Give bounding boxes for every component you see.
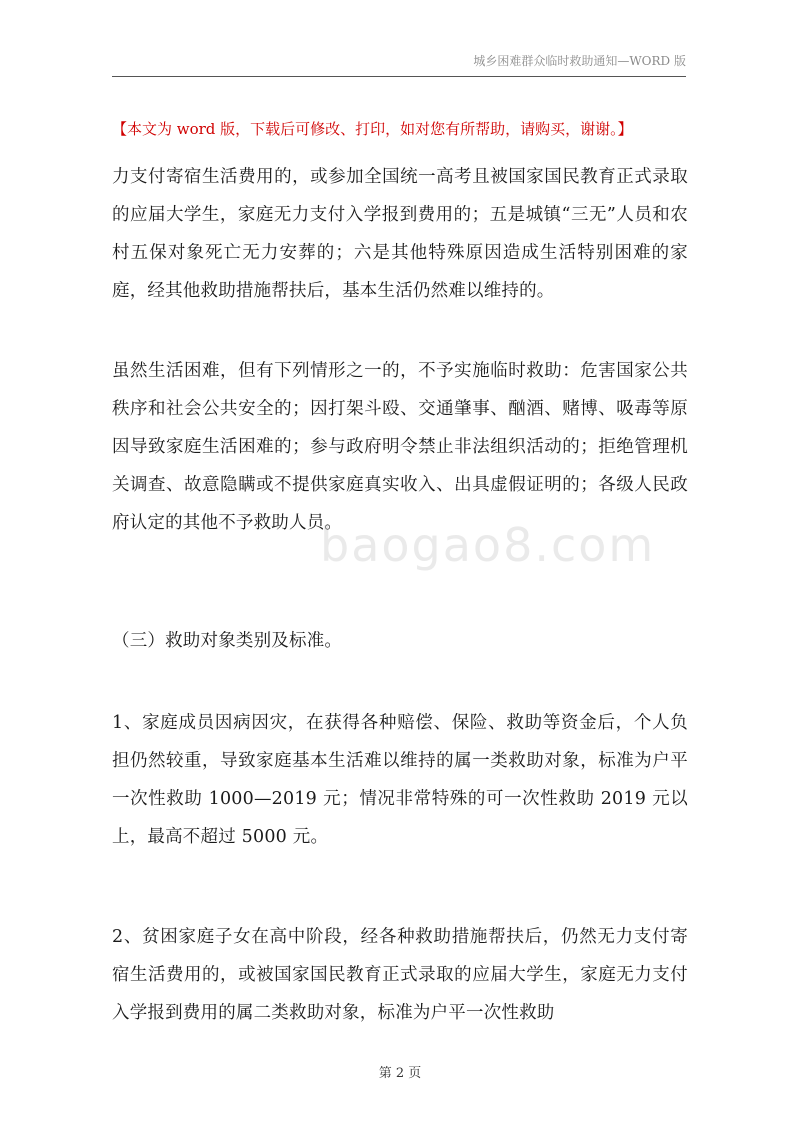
- paragraph-1: 力支付寄宿生活费用的，或参加全国统一高考且被国家国民教育正式录取的应届大学生，家庭无力支付入学报到费用的；五是城镇“三无”人员和农村五保对象死亡无力安葬的；六是其他特殊原因造成生活特别困难的家庭，经其他救助措施帮扶后，基本生活仍然难以维持的。: [112, 167, 688, 301]
- paragraph-2: 虽然生活困难，但有下列情形之一的，不予实施临时救助：危害国家公共秩序和社会公共安全的；因打架斗殴、交通肇事、酗酒、赌博、吸毒等原因导致家庭生活困难的；参与政府明令禁止非法组织活动的；拒绝管理机关调查、故意隐瞒或不提供家庭真实收入、出具虚假证明的；各级人民政府认定的其他不予救助人员。: [112, 361, 688, 533]
- section-heading: （三）救助对象类别及标准。: [112, 631, 343, 651]
- paragraph-4: 2、贫困家庭子女在高中阶段，经各种救助措施帮扶后，仍然无力支付寄宿生活费用的，或被国家国民教育正式录取的应届大学生，家庭无力支付入学报到费用的属二类救助对象，标准为户平一次性救助: [112, 927, 688, 1023]
- running-header: 城乡困难群众临时救助通知—WORD 版: [473, 54, 686, 68]
- download-notice: 【本文为 word 版，下载后可修改、打印，如对您有所帮助，请购买，谢谢。】: [112, 120, 633, 138]
- paragraph-3: 1、家庭成员因病因灾，在获得各种赔偿、保险、救助等资金后，个人负担仍然较重，导致家庭基本生活难以维持的属一类救助对象，标准为户平一次性救助 1000—2019 元；情况非常特殊的可一次性救助 2019 元以上，最高不超过 5000 元。: [112, 713, 688, 847]
- page-number: 第 2 页: [378, 1066, 422, 1081]
- watermark: baogao8.com: [320, 518, 656, 572]
- header-rule: [112, 76, 686, 77]
